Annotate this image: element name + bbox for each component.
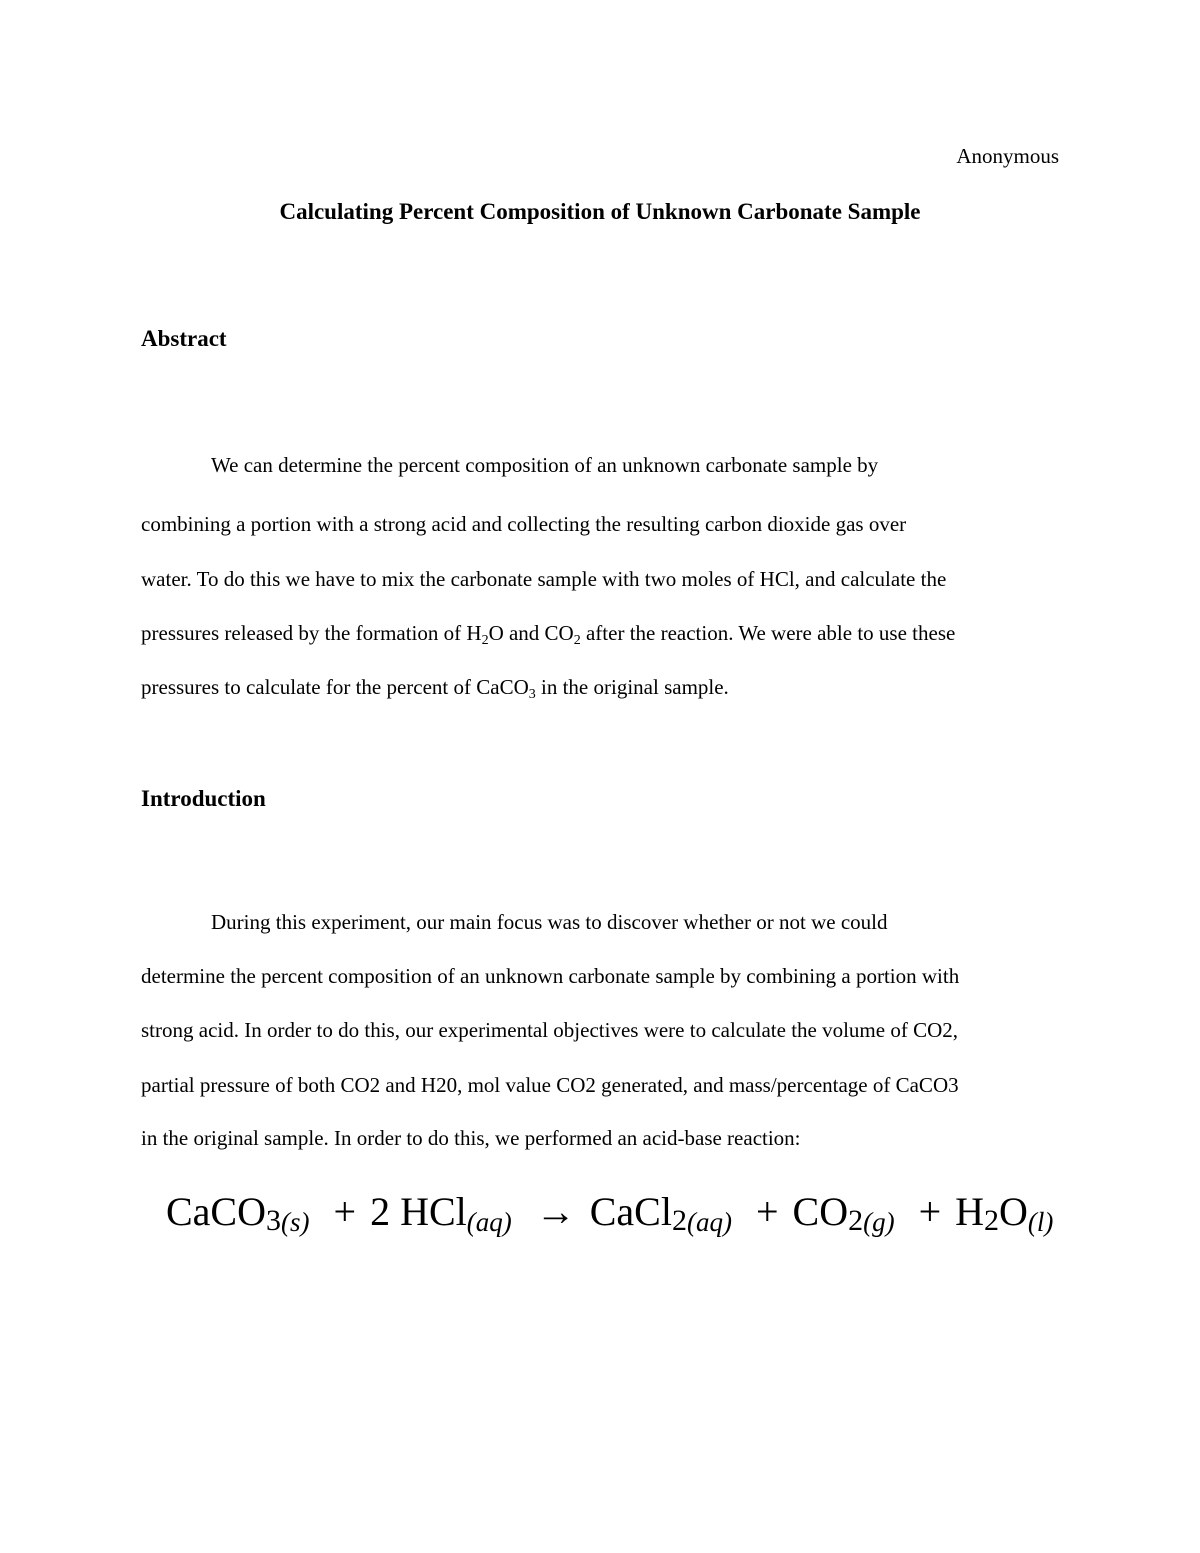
product-cacl2-subscript: 2 [671,1204,687,1237]
h2o-subscript: 2 [481,633,489,648]
abstract-line-4 [141,620,955,646]
reactant-hcl-phase: (aq) [466,1207,512,1237]
product-h2o-phase: (l) [1027,1207,1054,1237]
co2-subscript: 2 [573,633,581,648]
product-h2o-o: O [999,1189,1028,1234]
reaction-arrow: → [535,1189,576,1234]
intro-line-4: partial pressure of both CO2 and H20, mol value CO2 generated, and mass/percentage of CaCO3 [141,1073,959,1097]
abstract-line-5-part-a: pressures to calculate for the percent of CaCO [141,675,529,699]
chemical-equation [166,1188,1053,1246]
abstract-line-4-part-b: O and CO [488,621,574,645]
reactant-caco3-phase: (s) [281,1207,310,1237]
abstract-line-3: water. To do this we have to mix the carbonate sample with two moles of HCl, and calculate the [141,567,947,591]
product-h2o-subscript: 2 [984,1204,1000,1237]
intro-line-3: strong acid. In order to do this, our experimental objectives were to calculate the volume of CO2, [141,1018,959,1042]
caco3-subscript: 3 [528,687,536,702]
intro-line-1: During this experiment, our main focus was to discover whether or not we could [211,910,888,934]
reactant-hcl: 2 HCl [370,1189,467,1234]
abstract-line-4-part-a: pressures released by the formation of H [141,621,482,645]
product-co2-subscript: 2 [848,1204,864,1237]
product-cacl2: CaCl [589,1189,672,1234]
abstract-line-5-part-b: in the original sample. [535,675,729,699]
reactant-caco3: CaCO [166,1189,266,1234]
plus-sign: + [918,1189,942,1234]
reactant-caco3-subscript: 3 [266,1204,281,1237]
introduction-heading: Introduction [141,786,266,811]
abstract-heading: Abstract [141,326,227,351]
plus-sign: + [333,1189,357,1234]
abstract-line-1: We can determine the percent composition of an unknown carbonate sample by [211,453,879,477]
document-title: Calculating Percent Composition of Unknown Carbonate Sample [279,199,921,224]
abstract-line-4-part-c: after the reaction. We were able to use these [580,621,956,645]
product-co2: CO [792,1189,849,1234]
intro-line-5: in the original sample. In order to do this, we performed an acid-base reaction: [141,1126,801,1150]
product-co2-phase: (g) [863,1207,895,1237]
abstract-line-5 [141,674,729,700]
product-h2o-h: H [955,1189,985,1234]
product-cacl2-phase: (aq) [686,1207,732,1237]
plus-sign: + [755,1189,779,1234]
intro-line-2: determine the percent composition of an unknown carbonate sample by combining a portion with [141,964,960,988]
author-name: Anonymous [956,144,1059,168]
abstract-line-2: combining a portion with a strong acid and collecting the resulting carbon dioxide gas over [141,512,907,536]
